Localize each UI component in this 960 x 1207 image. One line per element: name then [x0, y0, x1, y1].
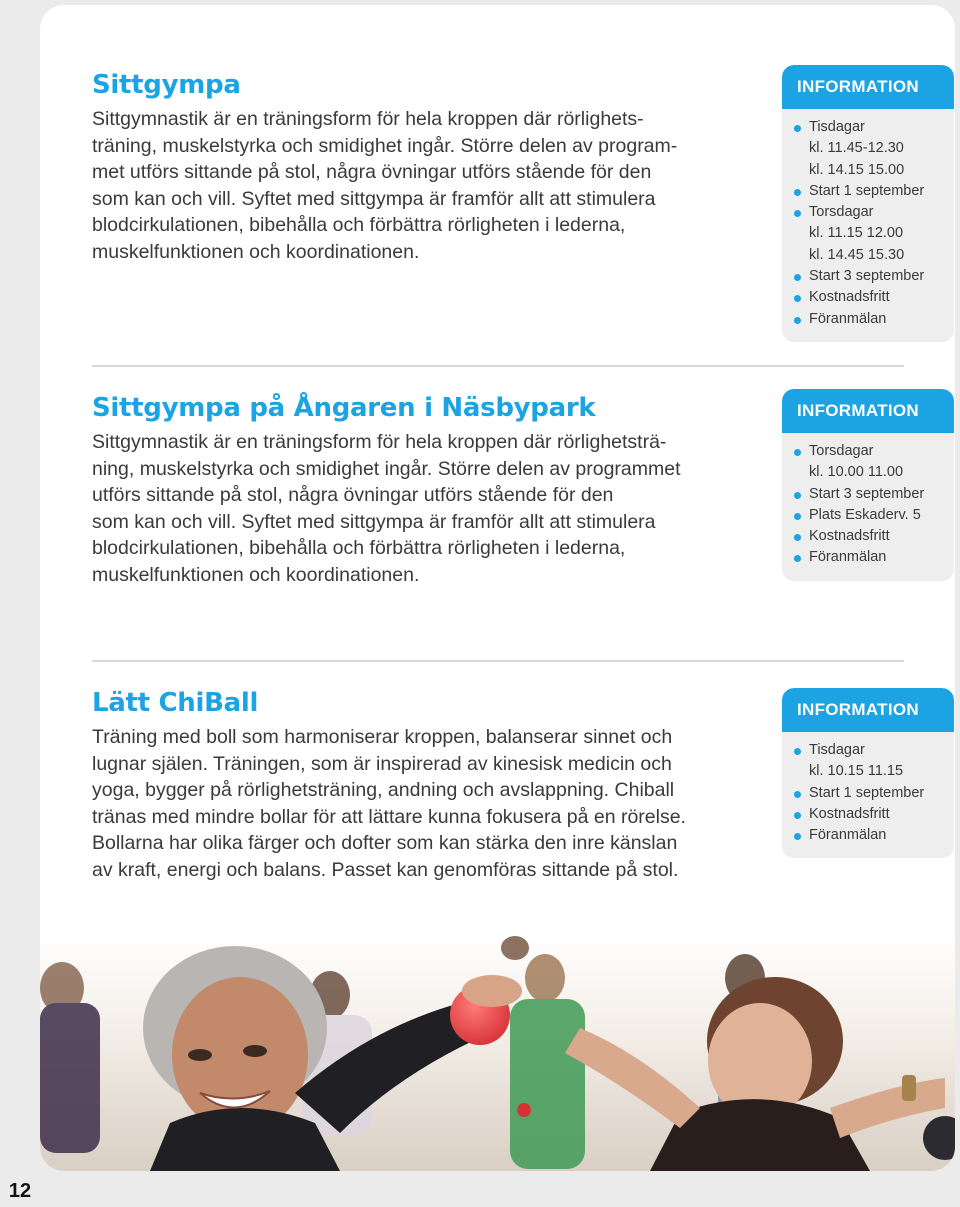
section-latt-chiball — [92, 688, 925, 883]
body-line: träning, muskelstyrka och smidighet ingår. Större delen av program- — [92, 134, 678, 157]
info-item: Kostnadsfritt — [794, 287, 944, 308]
body-line: som kan och vill. Syftet med sittgympa är framför allt att stimulera — [92, 187, 656, 210]
info-item: kl. 11.45-12.30 — [809, 140, 904, 157]
info-item: kl. 10.00 11.00 — [809, 464, 904, 481]
info-box — [782, 65, 954, 342]
body-line: Sittgymnastik är en träningsform för hela kroppen där rörlighets- — [92, 108, 644, 130]
body-line: som kan och vill. Syftet med sittgympa är framför allt att stimulera — [92, 510, 656, 533]
body-line: Bollarna har olika färger och dofter som kan stärka den inre känslan — [92, 832, 678, 854]
section-title: Sittgympa — [92, 70, 241, 100]
info-item: Tisdagar — [794, 117, 944, 138]
section-divider — [92, 660, 904, 662]
section-sittgympa-angaren — [92, 393, 925, 588]
info-item: Plats Eskaderv. 5 — [794, 505, 944, 526]
page — [40, 5, 955, 1171]
body-line: yoga, bygger på rörlighetsträning, andning och avslappning. Chiball — [92, 779, 675, 801]
body-line: blodcirkulationen, bibehålla och förbättra rörligheten i lederna, — [92, 214, 626, 236]
info-item: kl. 14.15 15.00 — [809, 161, 905, 178]
body-line: muskelfunktionen och koordinationen. — [92, 240, 420, 263]
info-item: Start 1 september — [794, 181, 944, 202]
section-body — [92, 429, 702, 588]
body-line: Träning med boll som harmoniserar kroppen, balanserar sinnet och — [92, 726, 673, 748]
exercise-class-photo — [40, 933, 955, 1171]
info-item: Start 1 september — [794, 783, 944, 804]
section-divider — [92, 365, 904, 367]
info-list — [782, 109, 954, 342]
body-line: av kraft, energi och balans. Passet kan genomföras sittande på stol. — [92, 858, 679, 881]
info-item: kl. 14.45 15.30 — [809, 246, 905, 263]
body-line: lugnar själen. Träningen, som är inspirerad av kinesisk medicin och — [92, 752, 672, 775]
body-line: Sittgymnastik är en träningsform för hela kroppen där rörlighetsträ- — [92, 431, 667, 453]
section-body — [92, 724, 702, 883]
info-header: INFORMATION — [782, 65, 954, 109]
info-item: kl. 10.15 11.15 — [809, 763, 904, 780]
info-item: Kostnadsfritt — [794, 804, 944, 825]
body-line: ning, muskelstyrka och smidighet ingår. Större delen av programmet — [92, 457, 681, 480]
body-line: utförs sittande på stol, några övningar utförs stående för den — [92, 484, 614, 506]
body-line: blodcirkulationen, bibehålla och förbättra rörligheten i lederna, — [92, 537, 626, 559]
info-list — [782, 433, 954, 581]
info-header: INFORMATION — [782, 389, 954, 433]
body-line: tränas med mindre bollar för att lättare kunna fokusera på en rörelse. — [92, 805, 686, 828]
page-number: 12 — [8, 1180, 32, 1202]
info-item: Föranmälan — [794, 825, 944, 846]
exercise-class-illustration — [40, 933, 955, 1171]
body-line: met utförs sittande på stol, några övningar utförs stående för den — [92, 161, 652, 183]
info-item: Kostnadsfritt — [794, 526, 944, 547]
section-sittgympa — [92, 70, 925, 327]
info-item: Start 3 september — [794, 266, 944, 287]
info-item: Start 3 september — [794, 484, 944, 505]
section-body — [92, 106, 702, 265]
info-item: kl. 11.15 12.00 — [809, 225, 904, 242]
info-item: Torsdagar — [794, 202, 944, 223]
info-item: Tisdagar — [794, 740, 944, 761]
info-box — [782, 688, 954, 858]
body-line: muskelfunktionen och koordinationen. — [92, 563, 420, 586]
section-title: Sittgympa på Ångaren i Näsbypark — [92, 393, 596, 423]
info-header: INFORMATION — [782, 688, 954, 732]
info-box — [782, 389, 954, 581]
info-item: Torsdagar — [794, 441, 944, 462]
info-item: Föranmälan — [794, 547, 944, 568]
info-item: Föranmälan — [794, 309, 944, 330]
section-title: Lätt ChiBall — [92, 688, 259, 718]
info-list — [782, 732, 954, 858]
